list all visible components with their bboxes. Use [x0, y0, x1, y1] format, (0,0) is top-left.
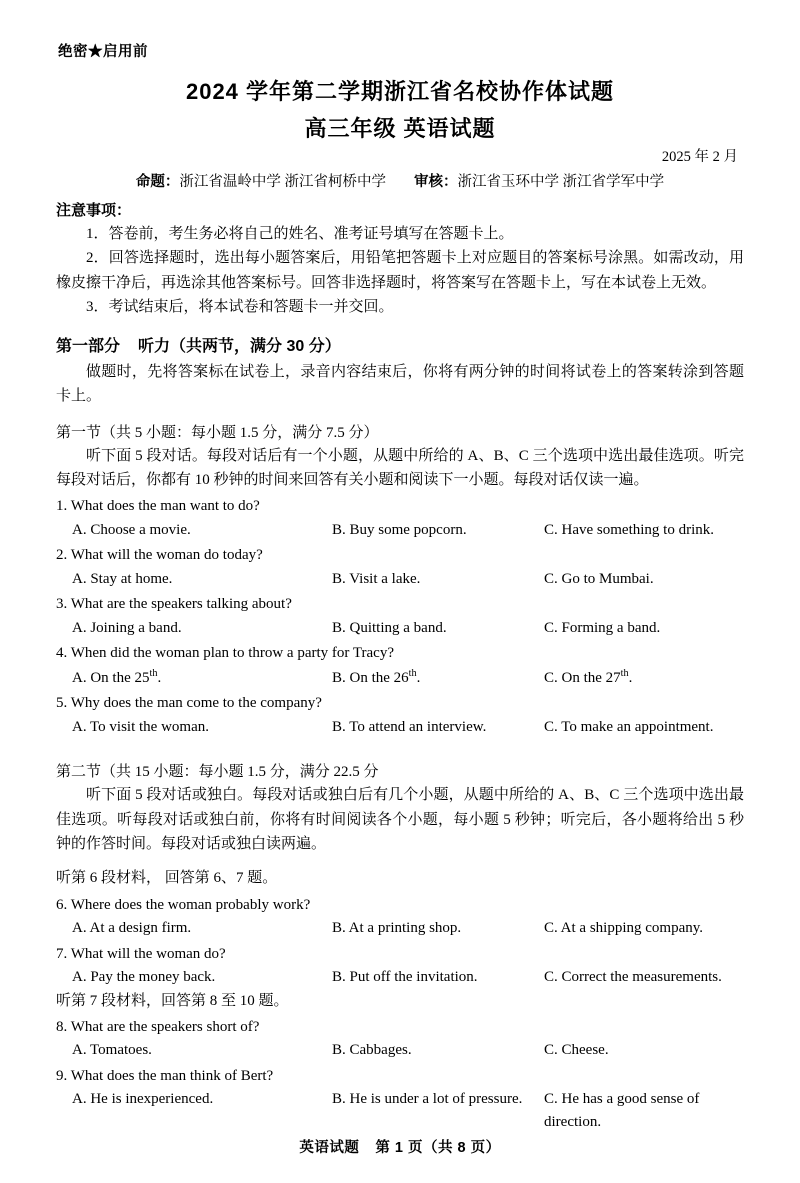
question-options — [56, 617, 744, 640]
setter-value: 浙江省温岭中学 浙江省柯桥中学 — [179, 174, 386, 190]
option-a[interactable]: A. Pay the money back. — [72, 969, 216, 986]
reviewer-label: 审核： — [414, 174, 458, 190]
section-one-heading: 第一节（共 5 小题：每小题 1.5 分，满分 7.5 分） — [56, 424, 379, 441]
notice-heading: 注意事项： — [56, 202, 132, 219]
question-stem: 1. What does the man want to do? — [56, 498, 260, 515]
question-options — [56, 716, 744, 739]
option-b[interactable]: B. Quitting a band. — [332, 619, 447, 636]
option-b[interactable]: B. Visit a lake. — [332, 570, 421, 587]
question-options — [56, 568, 744, 591]
setter-label: 命题： — [135, 174, 180, 190]
option-b[interactable]: B. To attend an interview. — [332, 718, 487, 735]
option-a[interactable]: A. Choose a movie. — [72, 521, 191, 538]
option-c[interactable]: C. Forming a band. — [544, 619, 661, 636]
question-options — [56, 519, 744, 542]
section-one-instruction: 听下面 5 段对话。每段对话后有一个小题，从题中所给的 A、B、C 三个选项中选出最佳选项。听完每段对话后，你都有 10 秒钟的时间来回答有关小题和阅读下一小题。每段对话仅读一遍。 — [56, 447, 744, 489]
section-two-instruction: 听下面 5 段对话或独白。每段对话或独白后有几个小题，从题中所给的 A、B、C 三个选项中选出最佳选项。听每段对话或独白前，你将有时间阅读各个小题，每小题 5 秒钟；听完后，各小题将给出 5 秒钟的作答时间。每段对话或独白读两遍。 — [56, 787, 744, 852]
option-c[interactable]: C. Correct the measurements. — [544, 969, 722, 986]
page-subtitle: 高三年级 英语试题 — [304, 116, 496, 141]
material-6-label: 听第 6 段材料， 回答第 6、7 题。 — [56, 870, 278, 887]
footer-page-number: 第 1 页（共 8 页） — [375, 1140, 501, 1156]
notice-item-3: 3．考试结束后，将本试卷和答题卡一并交回。 — [86, 298, 394, 315]
secret-mark: 绝密★启用前 — [58, 44, 148, 60]
question-options — [56, 666, 744, 690]
part-one-intro: 做题时，先将答案标在试卷上，录音内容结束后，你将有两分钟的时间将试卷上的答案转涂到答题卡上。 — [56, 364, 744, 405]
credits-line — [56, 170, 744, 191]
question-stem: 8. What are the speakers short of? — [56, 1018, 260, 1035]
question-options — [56, 1088, 744, 1133]
option-b[interactable]: B. He is under a lot of pressure. — [332, 1091, 523, 1108]
option-a[interactable]: A. Stay at home. — [72, 570, 173, 587]
part-one-heading-left: 第一部分 — [56, 338, 121, 356]
option-b[interactable]: B. On the 26th. — [332, 667, 421, 686]
option-b[interactable]: B. Put off the invitation. — [332, 969, 478, 986]
part-one-heading — [56, 333, 744, 356]
question-stem: 3. What are the speakers talking about? — [56, 596, 292, 613]
exam-date: 2025 年 2 月 — [661, 149, 738, 165]
option-c[interactable]: C. At a shipping company. — [544, 920, 704, 937]
option-c[interactable]: C. Go to Mumbai. — [544, 570, 654, 587]
option-a[interactable]: A. To visit the woman. — [72, 718, 209, 735]
footer-subject: 英语试题 — [299, 1140, 360, 1156]
question-stem: 6. Where does the woman probably work? — [56, 896, 311, 913]
question-options — [56, 1039, 744, 1062]
section-two-heading: 第二节（共 15 小题：每小题 1.5 分，满分 22.5 分 — [56, 764, 379, 781]
option-c[interactable]: C. Have something to drink. — [544, 521, 714, 538]
option-a[interactable]: A. At a design firm. — [72, 920, 192, 937]
notice-item-1: 1．答卷前，考生务必将自己的姓名、准考证号填写在答题卡上。 — [86, 226, 514, 242]
option-a[interactable]: A. Tomatoes. — [72, 1042, 152, 1059]
question-stem: 2. What will the woman do today? — [56, 547, 263, 564]
option-c[interactable]: C. He has a good sense of direction. — [544, 1091, 700, 1130]
reviewer-value: 浙江省玉环中学 浙江省学军中学 — [457, 174, 665, 190]
option-b[interactable]: B. At a printing shop. — [332, 920, 462, 937]
question-options — [56, 917, 744, 940]
question-stem: 5. Why does the man come to the company? — [56, 695, 322, 712]
option-a[interactable]: A. Joining a band. — [72, 619, 182, 636]
option-b[interactable]: B. Buy some popcorn. — [332, 521, 467, 538]
option-a[interactable]: A. He is inexperienced. — [72, 1091, 214, 1108]
part-one-heading-right: 听力（共两节，满分 30 分） — [138, 338, 341, 356]
question-stem: 7. What will the woman do? — [56, 945, 226, 962]
question-stem: 9. What does the man think of Bert? — [56, 1067, 274, 1084]
option-c[interactable]: C. Cheese. — [544, 1042, 609, 1059]
option-b[interactable]: B. Cabbages. — [332, 1042, 412, 1059]
option-c[interactable]: C. To make an appointment. — [544, 718, 714, 735]
page-footer — [0, 1136, 800, 1157]
material-7-label: 听第 7 段材料，回答第 8 至 10 题。 — [56, 992, 289, 1009]
notice-item-2: 2．回答选择题时，选出每小题答案后，用铅笔把答题卡上对应题目的答案标号涂黑。如需改动，用橡皮擦干净后，再选涂其他答案标号。回答非选择题时，将答案写在答题卡上，写在本试卷上无效。 — [56, 250, 744, 291]
question-stem: 4. When did the woman plan to throw a party for Tracy? — [56, 645, 394, 662]
question-options — [56, 966, 744, 989]
page-title: 2024 学年第二学期浙江省名校协作体试题 — [185, 79, 615, 104]
option-c[interactable]: C. On the 27th. — [544, 667, 633, 686]
option-a[interactable]: A. On the 25th. — [72, 667, 162, 686]
